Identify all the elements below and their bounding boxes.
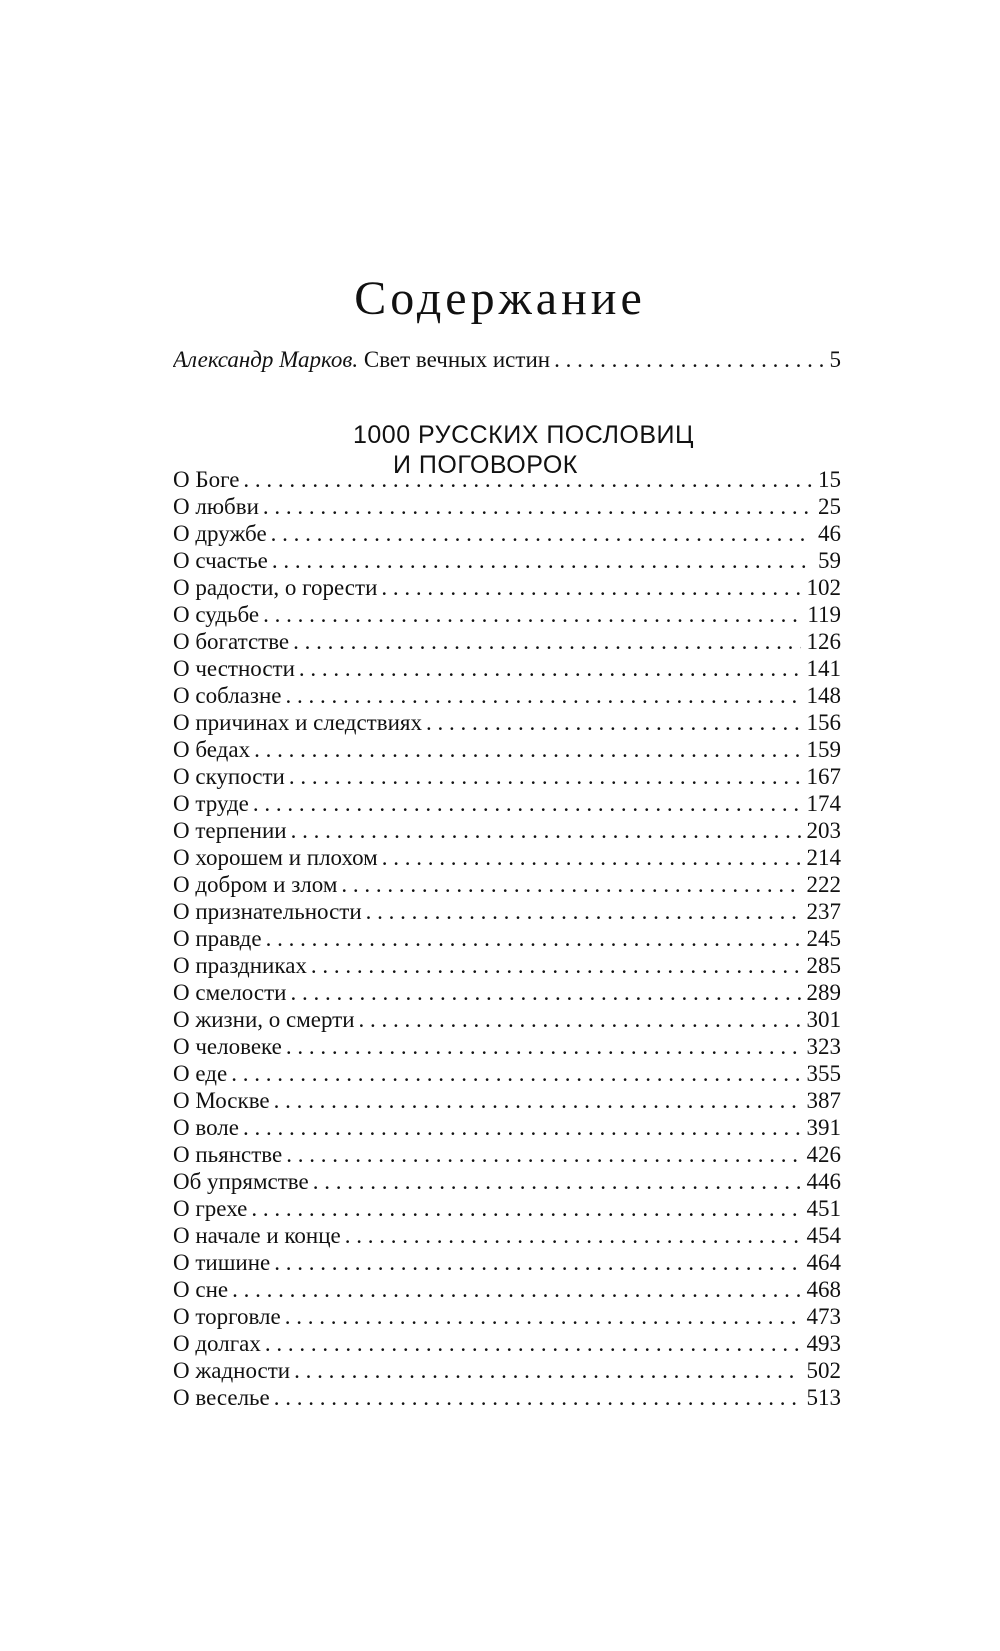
toc-entry[interactable] bbox=[173, 925, 841, 953]
toc-entry[interactable] bbox=[173, 979, 841, 1007]
toc-entry-label: О Боге bbox=[173, 467, 240, 492]
dot-leader bbox=[274, 1087, 801, 1115]
toc-entry[interactable] bbox=[173, 817, 841, 845]
dot-leader bbox=[426, 709, 801, 737]
toc-entry-label: О долгах bbox=[173, 1331, 261, 1356]
toc-entry-label: О пьянстве bbox=[173, 1142, 283, 1167]
toc-entry-page-number: 203 bbox=[806, 818, 841, 843]
dot-leader bbox=[274, 1384, 801, 1412]
toc-entry[interactable] bbox=[173, 952, 841, 980]
toc-entry-page-number: 323 bbox=[806, 1034, 841, 1059]
toc-entry[interactable] bbox=[173, 1087, 841, 1115]
dot-leader bbox=[366, 898, 801, 926]
toc-entry-page-number: 59 bbox=[818, 548, 841, 573]
toc-entry[interactable] bbox=[173, 1033, 841, 1061]
toc-entry[interactable] bbox=[173, 1249, 841, 1277]
dot-leader bbox=[359, 1006, 801, 1034]
intro-title: Свет вечных истин bbox=[363, 347, 551, 372]
dot-leader bbox=[254, 736, 800, 764]
toc-entry-page-number: 119 bbox=[807, 602, 841, 627]
dot-leader bbox=[263, 601, 801, 629]
toc-entry-label: О правде bbox=[173, 926, 262, 951]
toc-entry-page-number: 355 bbox=[806, 1061, 841, 1086]
dot-leader bbox=[554, 346, 823, 374]
toc-entry-label: О терпении bbox=[173, 818, 287, 843]
toc-entry-intro[interactable] bbox=[173, 346, 841, 374]
toc-entry[interactable] bbox=[173, 1006, 841, 1034]
toc-entry-page-number: 141 bbox=[806, 656, 841, 681]
toc-entry-page-number: 464 bbox=[806, 1250, 841, 1275]
toc-entry-label: О добром и злом bbox=[173, 872, 338, 897]
toc-entry-page-number: 25 bbox=[818, 494, 841, 519]
dot-leader bbox=[289, 763, 801, 791]
dot-leader bbox=[291, 817, 801, 845]
toc-entry[interactable] bbox=[173, 763, 841, 791]
toc-entry-label: О веселье bbox=[173, 1385, 270, 1410]
dot-leader bbox=[271, 520, 812, 548]
toc-entry-label: О тишине bbox=[173, 1250, 271, 1275]
toc-entry-page-number: 237 bbox=[806, 899, 841, 924]
toc-entry-page-number: 387 bbox=[806, 1088, 841, 1113]
dot-leader bbox=[286, 1033, 801, 1061]
dot-leader bbox=[294, 1357, 800, 1385]
intro-page-number: 5 bbox=[829, 347, 841, 372]
dot-leader bbox=[272, 547, 812, 575]
toc-entry[interactable] bbox=[173, 898, 841, 926]
toc-entry[interactable] bbox=[173, 1060, 841, 1088]
toc-entry-page-number: 493 bbox=[806, 1331, 841, 1356]
toc-entry-page-number: 446 bbox=[806, 1169, 841, 1194]
toc-entry[interactable] bbox=[173, 520, 841, 548]
toc-entry-label: О признательности bbox=[173, 899, 362, 924]
toc-entry-label: О еде bbox=[173, 1061, 228, 1086]
toc-entry-label: О соблазне bbox=[173, 683, 282, 708]
toc-entry[interactable] bbox=[173, 736, 841, 764]
toc-entry-label: О смелости bbox=[173, 980, 287, 1005]
toc-entry-page-number: 289 bbox=[806, 980, 841, 1005]
toc-entry[interactable] bbox=[173, 871, 841, 899]
toc-entry[interactable] bbox=[173, 1168, 841, 1196]
dot-leader bbox=[253, 790, 801, 818]
toc-entry-label: О скупости bbox=[173, 764, 285, 789]
toc-entry[interactable] bbox=[173, 1195, 841, 1223]
toc-entry-label: О начале и конце bbox=[173, 1223, 341, 1248]
toc-entry-page-number: 15 bbox=[818, 467, 841, 492]
dot-leader bbox=[265, 1330, 801, 1358]
toc-entry-page-number: 513 bbox=[806, 1385, 841, 1410]
toc-entry[interactable] bbox=[173, 493, 841, 521]
toc-entry-label: О воле bbox=[173, 1115, 239, 1140]
toc-entry-page-number: 245 bbox=[806, 926, 841, 951]
toc-entry[interactable] bbox=[173, 547, 841, 575]
toc-entry-page-number: 454 bbox=[806, 1223, 841, 1248]
toc-entry-page-number: 502 bbox=[806, 1358, 841, 1383]
toc-entry-label: О торговле bbox=[173, 1304, 281, 1329]
dot-leader bbox=[232, 1276, 800, 1304]
dot-leader bbox=[286, 1141, 800, 1169]
toc-entry-page-number: 156 bbox=[806, 710, 841, 735]
toc-entry[interactable] bbox=[173, 574, 841, 602]
dot-leader bbox=[381, 574, 800, 602]
toc-entry-label: О радости, о горести bbox=[173, 575, 378, 600]
toc-entry[interactable] bbox=[173, 655, 841, 683]
dot-leader bbox=[285, 1303, 801, 1331]
toc-entry[interactable] bbox=[173, 466, 841, 494]
toc-entry-label: О труде bbox=[173, 791, 249, 816]
toc-entry-page-number: 167 bbox=[806, 764, 841, 789]
intro-author: Александр Марков. bbox=[173, 347, 359, 372]
toc-entry-page-number: 473 bbox=[806, 1304, 841, 1329]
dot-leader bbox=[266, 925, 801, 953]
toc-entry-label: О бедах bbox=[173, 737, 251, 762]
toc-entry-page-number: 468 bbox=[806, 1277, 841, 1302]
toc-entry-page-number: 285 bbox=[806, 953, 841, 978]
toc-entry-label: Об упрямстве bbox=[173, 1169, 309, 1194]
toc-entry[interactable] bbox=[173, 1330, 841, 1358]
toc-entry-label: О причинах и следствиях bbox=[173, 710, 422, 735]
dot-leader bbox=[243, 1114, 801, 1142]
toc-entry[interactable] bbox=[173, 1357, 841, 1385]
toc-entry-page-number: 426 bbox=[806, 1142, 841, 1167]
toc-entry-page-number: 174 bbox=[806, 791, 841, 816]
section-heading-line2: И ПОГОВОРОК bbox=[393, 451, 578, 479]
section-heading-line1: 1000 РУССКИХ ПОСЛОВИЦ bbox=[353, 421, 694, 449]
toc-entry-label: О хорошем и плохом bbox=[173, 845, 378, 870]
toc-entry[interactable] bbox=[173, 1114, 841, 1142]
dot-leader bbox=[251, 1195, 800, 1223]
toc-entry-label: О богатстве bbox=[173, 629, 290, 654]
toc-entry-page-number: 391 bbox=[806, 1115, 841, 1140]
toc-entry[interactable] bbox=[173, 1276, 841, 1304]
page-title: Содержание bbox=[354, 272, 646, 326]
dot-leader bbox=[274, 1249, 800, 1277]
toc-entry-page-number: 148 bbox=[806, 683, 841, 708]
toc-entry-label: О дружбе bbox=[173, 521, 267, 546]
toc-entry-label: О честности bbox=[173, 656, 295, 681]
toc-entry-label: О грехе bbox=[173, 1196, 248, 1221]
dot-leader bbox=[293, 628, 800, 656]
toc-entry-page-number: 214 bbox=[806, 845, 841, 870]
toc-entry-label: О сне bbox=[173, 1277, 229, 1302]
toc-entry-label: О человеке bbox=[173, 1034, 282, 1059]
dot-leader bbox=[311, 952, 801, 980]
dot-leader bbox=[382, 844, 801, 872]
toc-entry-page-number: 126 bbox=[806, 629, 841, 654]
toc-entry[interactable] bbox=[173, 1141, 841, 1169]
toc-entry-page-number: 301 bbox=[806, 1007, 841, 1032]
toc-entry[interactable] bbox=[173, 628, 841, 656]
dot-leader bbox=[299, 655, 801, 683]
dot-leader bbox=[263, 493, 812, 521]
toc-entry-label: О судьбе bbox=[173, 602, 260, 627]
dot-leader bbox=[341, 871, 800, 899]
toc-entry[interactable] bbox=[173, 1384, 841, 1412]
toc-entry-label: О Москве bbox=[173, 1088, 270, 1113]
toc-entry-label: О любви bbox=[173, 494, 259, 519]
toc-entry[interactable] bbox=[173, 790, 841, 818]
toc-entry[interactable] bbox=[173, 682, 841, 710]
dot-leader bbox=[231, 1060, 800, 1088]
toc-entry-label: О жизни, о смерти bbox=[173, 1007, 355, 1032]
toc-entry-label: О жадности bbox=[173, 1358, 291, 1383]
dot-leader bbox=[290, 979, 800, 1007]
toc-entry-page-number: 102 bbox=[806, 575, 841, 600]
toc-entry-label: О счастье bbox=[173, 548, 268, 573]
toc-entry[interactable] bbox=[173, 844, 841, 872]
dot-leader bbox=[313, 1168, 801, 1196]
toc-entry[interactable] bbox=[173, 1222, 841, 1250]
dot-leader bbox=[286, 682, 801, 710]
toc-entry[interactable] bbox=[173, 709, 841, 737]
dot-leader bbox=[243, 466, 812, 494]
toc-entry-page-number: 222 bbox=[806, 872, 841, 897]
toc-entry-page-number: 46 bbox=[818, 521, 841, 546]
toc-entry[interactable] bbox=[173, 1303, 841, 1331]
toc-entry-label: О праздниках bbox=[173, 953, 307, 978]
toc-entry[interactable] bbox=[173, 601, 841, 629]
dot-leader bbox=[345, 1222, 801, 1250]
toc-entry-page-number: 451 bbox=[806, 1196, 841, 1221]
toc-entry-page-number: 159 bbox=[806, 737, 841, 762]
